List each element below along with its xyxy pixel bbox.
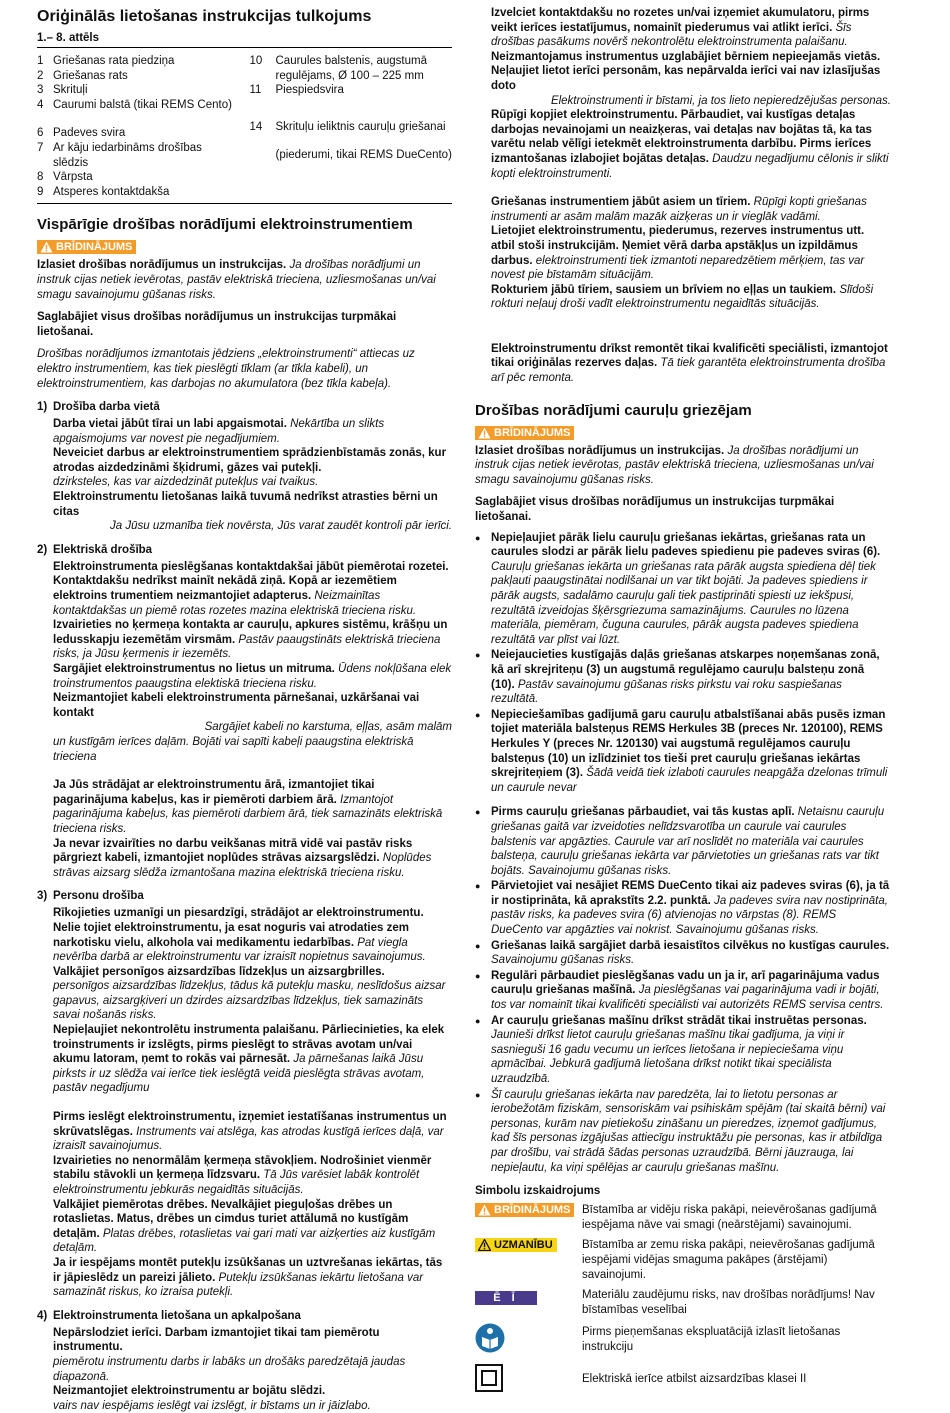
read-manual-icon [475, 1323, 505, 1353]
list-item: ● Nepieļaujiet pārāk lielu cauruļu griešanas iekārtas, griešanas rata un caurules slodzi ar pārāk lielu padeves spiedienu pie padeves sviras (6). Cauruļu griešanas iekārta un griešanas rata pārāk augsta spiedienа dēļ tiek pakļauti paaugstinātai nodilšanai un var tikt bojāti. Ja padeves spiediens ir pārāk augsts, sadalāmo cauruļu gali tiek pastiprināti spiesti uz iekšpusi, rezultātā izveidojas šķērsgriezuma samazinājums. Caurules no lūzena materiāla, piemēram, čuguna caurules, pārāk augsta padeves spiediena rezultātā var plīst vai lūzt. [475, 531, 891, 648]
symbol-description: Materiālu zaudējumu risks, nav drošības norādījums! Nav bīstamības veselībai [582, 1289, 875, 1316]
figure-title: 1.– 8. attēls [37, 32, 452, 48]
legend-item: 14 Skrituļu ieliktnis cauruļu griešanai [249, 120, 446, 133]
legend-item: 10 Caurules balstenis, augstumā regulējams, Ø 100 – 225 mm [249, 55, 427, 82]
symbol-row-warning [475, 1203, 891, 1232]
intro-text: Izlasiet drošības norādījumus un instrukcijas. Ja drošības norādījumi un instruk cijas netiek ievērotas, pastāv elektriskā trieciena, uzliesmošanas un/vai smagu savainojumu gūšanas risks. [475, 444, 874, 486]
keep-instructions: Saglabājiet visus drošības norādījumus un instrukcijas turpmākai lietošanai. [475, 496, 835, 524]
notice-badge: Ē Ī [475, 1291, 537, 1305]
keep-instructions: Saglabājiet visus drošības norādījumus un instrukcijas turpmākai lietošanai. [37, 311, 397, 338]
symbol-description: Pirms pieņemšanas ekspluatācijā izlasīt lietošanas instrukciju [582, 1326, 841, 1353]
legend-item: 7 Ar kāju iedarbināms drošības slēdzis [37, 141, 202, 169]
warning-triangle-icon [478, 1204, 491, 1216]
section-2-heading: 2) Elektriskā drošība [37, 543, 153, 556]
list-item: ● Pirms cauruļu griešanas pārbaudiet, vai tās kustas aplī. Netaisnu cauruļu griešanas gaitā var izveidoties nelīdzsvarotība un caurule vai caurules balstenis var apgāzties. Caurule var arī noslīdēt no materiāla vai caurules balsteņa, cauruļu griešanas iekārta var pārvietoties un griešanas rats var tikt bojāts. Savainojumu gūšanas risks. [475, 805, 891, 878]
section-4-body: Nepārslodziet ierīci. Darbam izmantojiet tikai tam piemērotu instrumentu. piemērotu instrumentu darbs ir labāks un drošāks paredzētajā jaudas diapazonā. Neizmantojiet elektroinstrumentu ar bojātu slēdzi. vairs nav iespējams ieslēgt vai izslēgt, ir bīstams un ir jāizlabo. [53, 1326, 406, 1412]
section-title-general: Vispārīgie drošības norādījumi elektroinstrumentiem [37, 216, 413, 234]
legend-item: 1 Griešanas rata piedziņa [37, 55, 175, 67]
legend-item: 3 Skrituļi [37, 84, 88, 97]
section-1-body: Darba vietai jābūt tīrai un labi apgaismotai. Nekārtība un slikts apgaismojums var novest pie negadījumiem. Neveiciet darbus ar elektroinstrumentiem sprādzienbīstamās zonās, kur atrodas aizdedzināmi šķidrumi, gāzes vai putekļi. dzirksteles, kas var aizdedzināt putekļus vai tvaikus. Elektroinstrumentu lietošanas laikā tuvumā nedrīkst atrasties bērni un citas Ja Jūsu uzmanība tiek novērsta, Jūs varat zaudēt kontroli pār ierīci. [53, 418, 452, 533]
symbols-title: Simbolu izskaidrojums [475, 1185, 601, 1198]
warning-badge: BRĪDINĀJUMS [475, 1203, 574, 1217]
legend-column-right [250, 54, 453, 199]
list-item: ● Regulāri pārbaudiet pieslēgšanas vadu un ja ir, arī pagarinājuma vadus cauruļu griešanas mašīnā. Ja pieslēgšanas vai pagarinājuma vadi ir bojāti, tos var nomainīt tikai kvalificēti speciālisti vai autorizēts REMS servisa centrs. [475, 969, 891, 1013]
list-item: ● Ar cauruļu griešanas mašīnu drīkst strādāt tikai instruētas personas. Jaunieši drīkst lietot cauruļu griešanas mašīnu tikai gadījuma, ja viņi ir sasnieguši 16 gadu vecumu un ierīces lietošana ir nepieciešama viņu apmācībai. Jebkurā gadījumā lietošana drīkst notikt tikai speciālista uzraudzībā. [475, 1014, 891, 1087]
section-title-pipe-cutter: Drošības norādījumi cauruļu griezējam [475, 401, 752, 419]
legend-item: 4 Caurumi balstā (tikai REMS Cento) [37, 98, 232, 111]
list-item: ● Griešanas laikā sargājiet darbā iesaistītos cilvēkus no kustīgas caurules. Savainojumu gūšanas risks. [475, 939, 891, 968]
caution-badge: UZMANĪBU [475, 1238, 557, 1252]
definition-text: Drošības norādījumos izmantotais jēdziens „elektroinstrumenti“ attiecas uz elektro instrumentiem, kas tiek pieslēgti tīklam (ar tīkla kabeli), un elektroinstrumentiem, kas darbojas no akumulatora (bez tīkla kabeļa). [37, 348, 415, 390]
legend-column-left [37, 54, 240, 199]
section-4-continued: Izvelciet kontaktdakšu no rozetes un/vai izņemiet akumulatoru, pirms veikt ierīces iestatījumus, nomainīt piederumus vai atlikt ierīci. Šīs drošības pasākums novērš nekontrolētu elektroinstrumenta palaišanu. Neizmantojamus instrumentus uzglabājiet bērniem nepieejamās vietās. Neļaujiet lietot ierīci personām, kas nepārvalda ierīci vai nav izlasījušas doto Elektroinstrumenti ir bīstami, ja tos lieto nepieredzējušas personas. Rūpīgi kopjiet elektroinstrumentu. Pārbaudiet, vai kustīgas detaļas darbojas nevainojami un neaizķeras, vai detaļas nav bojātas tā, ka tas varētu nelab vēlīgi ietekmēt elektroinstrumenta darbību. Pirms ierīces izmantošanas izlabojiet bojātas detaļas. Daudzu negadījumu cēlonis ir slikti kopti elektroinstrumenti. Griešanas instrumentiem jābūt asiem un tīriem. Rūpīgi kopti griešanas instrumenti ar asām malām mazāk aizķeras un ir vieglāk vadāmi. Lietojiet elektroinstrumentu, piederumus, rezerves instrumentus utt. atbil stoši instrukcijām. Ņemiet vērā darba apstākļus un izpildāmus darbus. elektroinstrumenti tiek izmantoti neparedzētiem mērķiem, tas var novest pie bīstamām situācijām. Rokturiem jābū tīriem, sausiem un brīviem no eļļas un taukiem. Slīdoši rokturi neļauj droši vadīt elektroinstrumentu negaidītās situācijās. Elektroinstrumentu drīkst remontēt tikai kvalificēti speciālisti, izmantojot tikai oriģinālas rezerves daļas. Tā tiek garantēta elektroinstrumenta drošība arī pēc remonta. [491, 7, 891, 385]
intro-text: Izlasiet drošības norādījumus un instrukcijas. Ja drošības norādījumi un instruk cijas netiek ievērotas, pastāv elektriskā trieciena, uzliesmošanas un/vai smagu savainojumu gūšanas risks. [37, 259, 436, 301]
symbol-description: Elektriskā ierīce atbilst aizsardzības klasei II [582, 1373, 807, 1386]
section-1-heading: 1) Drošība darba vietā [37, 401, 160, 414]
symbol-row-class-ii [475, 1364, 891, 1397]
section-2-body: Elektroinstrumenta pieslēgšanas kontaktdakšai jābūt piemērotai rozetei. Kontaktdakšu nedrīkst mainīt nekādā ziņā. Kopā ar iezemētiem elektroins trumentiem neizmantojiet adapterus. Neizmainītas kontaktdakšas un piemē rotas rozetes mazina elektriskā trieciena risku. Izvairieties no ķermeņa kontakta ar cauruļu, apkures sistēmu, krāšņu un ledusskapju iezemētām virsmām. Pastāv paaugstināts elektriskā trieciena risks, ja Jūsu ķermenis ir iezemēts. Sargājiet elektroinstrumentus no lietus un mitruma. Ūdens nokļūšana elek troinstrumentos paaugstina elektiskā trieciena risku. Neizmantojiet kabeli elektroinstrumenta pārnešanai, uzkāršanai vai kontakt Sargājiet kabeli no karstuma, eļļas, asām malām un kustīgām ierīces daļām. Bojāti vai sapīti kabeļi paaugstina elektriskā trieciena Ja Jūs strādājat ar elektroinstrumentu ārā, izmantojiet tikai pagarinājuma kabeļus, kas ir piemēroti darbiem ārā. Izmantojot pagarinājuma kabeļus, kas piemēroti darbiem ārā, tiek samazināts elektriskā trieciena risks. Ja nevar izvairīties no darbu veikšanas mitrā vidē vai pastāv risks pārgriezt kabeli, izmantojiet noplūdes strāvas aizsargslēdzi. Noplūdes strāvas aizsarg slēdža izmantošana mazina elektriskā trieciena risku. [53, 560, 452, 879]
legend-item: 11 Piespiedsvira [249, 84, 344, 97]
section-3-body: Rīkojieties uzmanīgi un piesardzīgi, strādājot ar elektroinstrumentu. Nelie tojiet elektroinstrumentu, ja esat noguris vai atrodaties zem narkotisku vielu, alkohola vai medikamentu iedarbības. Pat viegla nevērība darbā ar elektroinstrumentu var izraisīt nopietnus savainojumus. Valkājiet personīgos aizsardzības līdzekļus un aizsargbrilles. personīgos aizsardzības līdzekļus, tādus kā putekļu masku, neslīdošus aizsar gapavus, aizsargķiveri un dzirdes aizsardzības līdzekļus, tiek samazināts savai nošanās risks. Nepieļaujiet nekontrolētu instrumenta palaišanu. Pārliecinieties, ka elek troinstruments ir izslēgts, pirms pieslēgt to strāvas avotam un/vai akumu latoram, ņemt to rokās vai pārnesāt. Ja pārnešanas laikā Jūsu pirksts ir uz slēdža vai ierīce tiek ieslēgtā veidā pieslēgta strāvas avotam, pastāv negadījumu Pirms ieslēgt elektroinstrumentu, izņemiet iestatīšanas instrumentus un skrūvatslēgas. Instruments vai atslēga, kas atrodas kustīgā ierīces daļā, var izraisīt savainojumus. Izvairieties no nenormālām ķermeņa stāvokļiem. Nodrošiniet vienmēr stabilu stāvokli un ķermeņa līdzsvaru. Tā Jūs varēsiet labāk kontrolēt elektroinstrumentu jebkurās negaidītās situācijās. Valkājiet piemērotas drēbes. Nevalkājiet pieguļošas drēbes un rotaslietas. Matus, drēbes un cimdus turiet attālumā no kustīgām detaļām. Platas drēbes, rotaslietas vai gari mati var aizķerties aiz kustīgām detaļām. Ja ir iespējams montēt putekļu izsūkšanas un uztvrešanas iekārtas, tās ir jāpieslēdz un pareizi jālieto. Putekļu izsūkšanas iekārtu lietošana var samazināt riskus, ko izraisa putekļi. [53, 907, 447, 1299]
list-item: ● Šī cauruļu griešanas iekārta nav paredzēta, lai to lietotu personas ar ierobežotām fiziskām, sensoriskām vai psihiskām spējām (tai skaitā bērni) vai personas, kurām nav pietiekošu zināšanu un pieredzes, izņemot gadījumus, kad šīs personas izgājušas attiecīgu instruktāžu pie personas, kas ir atbildīga par drošību, vai strādā šādas personas uzraudzībā. Bērni jāuzrauga, lai nepieļautu, ka viņi spēlējas ar cauruļu griešanas mašīnu. [475, 1088, 891, 1176]
legend-item: 8 Vārpsta [37, 171, 93, 184]
warning-badge: BRĪDINĀJUMS [37, 240, 136, 254]
document-title: Oriģinālās lietošanas instrukcijas tulkojums [37, 8, 372, 25]
right-column [475, 6, 891, 1403]
legend-item: 6 Padeves svira [37, 127, 126, 140]
symbol-row-manual [475, 1323, 891, 1358]
symbol-description: Bīstamība ar vidēju riska pakāpi, neievērošanas gadījumā iespējama nāve vai smagi (neārstējami) savainojumi. [582, 1204, 877, 1231]
symbol-row-notice [475, 1288, 891, 1317]
caution-triangle-icon [478, 1239, 491, 1251]
symbol-description: Bīstamība ar zemu riska pakāpi, neievērošanas gadījumā iespējami vidējas smaguma pakāpes (ārstējami) savainojumi. [582, 1239, 875, 1281]
section-4-heading: 4) Elektroinstrumenta lietošana un apkalpošana [37, 1309, 301, 1322]
warning-triangle-icon [478, 427, 491, 439]
list-item: ● Pārvietojiet vai nesājiet REMS DueCento tikai aiz padeves sviras (6), ja tā ir nostiprināta, kā aprakstīts 2.2. punktā. Ja padeves svira nav nostiprināta, pastāv risks, ka padeves svira (6) atvienojas no vārpstas (8). REMS DueCento var apgāzties vai nokrist. Savainojumu gūšanas risks. [475, 879, 891, 937]
pipe-cutter-safety-list [475, 531, 891, 1176]
warning-badge: BRĪDINĀJUMS [475, 426, 574, 440]
symbol-row-caution [475, 1238, 891, 1282]
list-item: ● Neiejaucieties kustīgajās daļās griešanas atskarpes noņemšanas zonā, kā arī skrejriteņu (3) un augstumā regulējamo cauruļu balsteņu zonā (10). Pastāv savainojumu gūšanas risks pirkstu vai roku saspiešanas rezultātā. [475, 648, 891, 706]
figure-legend [37, 54, 452, 204]
legend-item: 9 Atsperes kontaktdakša [37, 185, 170, 198]
warning-triangle-icon [40, 241, 53, 253]
protection-class-ii-icon [475, 1364, 503, 1392]
section-3-heading: 3) Personu drošība [37, 890, 144, 903]
legend-item: (piederumi, tikai REMS DueCento) [275, 149, 452, 162]
legend-item: 2 Griešanas rats [37, 69, 128, 82]
left-column [37, 6, 452, 1413]
list-item: ● Nepieciešamības gadījumā garu cauruļu atbalstīšanai abās pusēs izman tojiet materiāla balsteņus REMS Herkules 3B (preces Nr. 120100), REMS Herkules Y (preces Nr. 120130) vai augstumā regulējamos cauruļu balsteņus (10) un izlīdziniet tos tieši pret cauruļu griešanas iekārtas skrejriteņiem (3). Šādā veidā tiek izlaboti caurules neapgāža dzelonas trīmuli un caurule nevar [475, 708, 891, 796]
